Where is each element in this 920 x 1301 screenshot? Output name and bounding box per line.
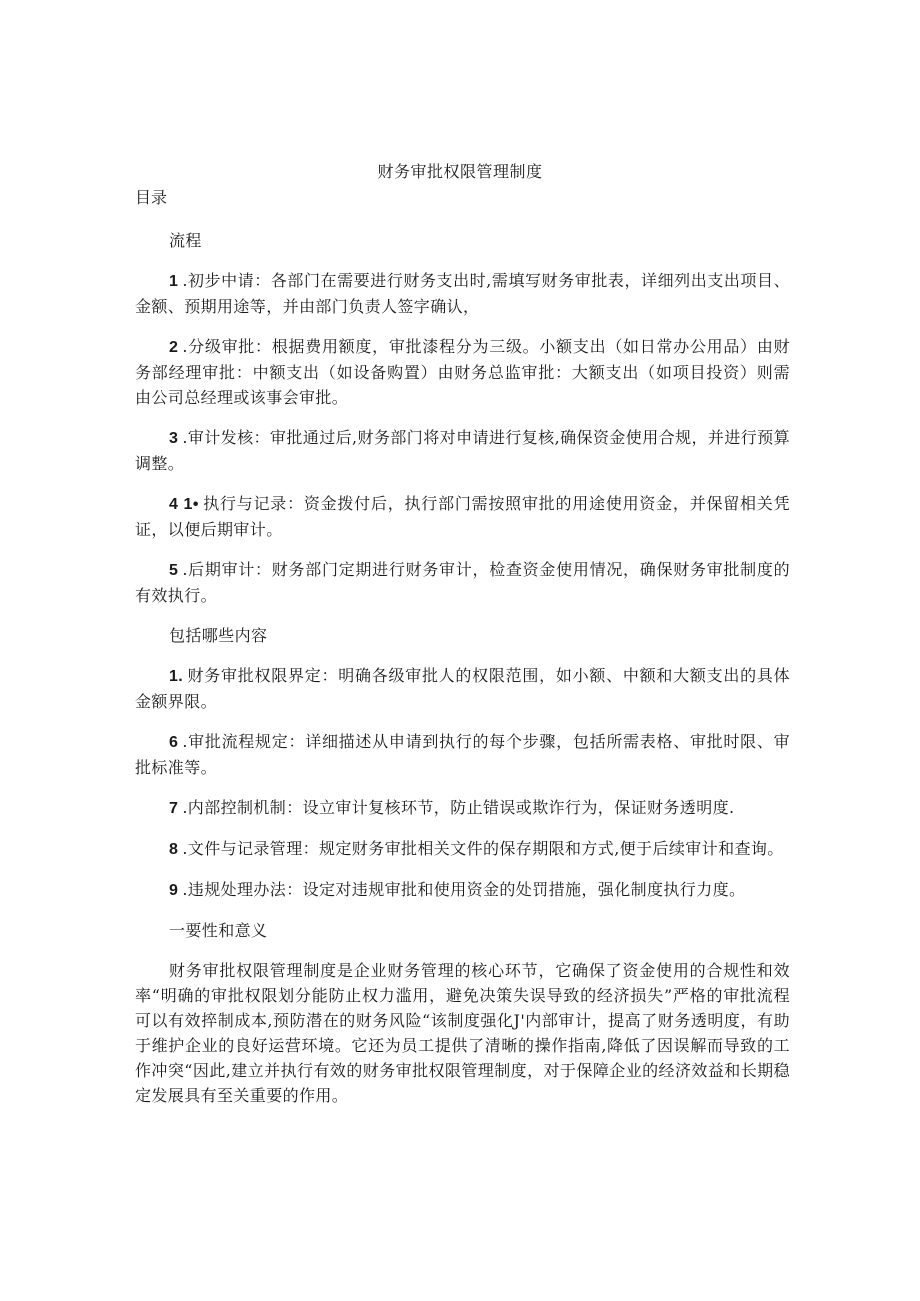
item-text: .后期审计：财务部门定期进行财务审计，检查资金使用情况，确保财务审批制度的有效执行。: [135, 560, 790, 605]
document-title: 财务审批权限管理制度: [377, 162, 543, 181]
item-text: .审批流程规定：详细描述从申请到执行的每个步骤，包括所需表格、审批时限、审批标准等。: [135, 732, 790, 777]
item-text: .内部控制机制：设立审计复核环节，防止错误或欺诈行为，保证财务透明度.: [182, 798, 735, 817]
item-number: 8: [169, 841, 179, 858]
item-number: 4 1•: [169, 496, 199, 513]
item-text: 财务审批权限界定：明确各级审批人的权限范围，如小额、中额和大额支出的具体金额界限。: [135, 666, 790, 711]
contents-item: [135, 729, 790, 780]
contents-item: [135, 663, 790, 714]
section-heading-contents: 包括哪些内容: [169, 626, 268, 645]
item-number: 2: [169, 339, 179, 356]
contents-item: [135, 836, 790, 862]
item-text: 执行与记录：资金拨付后，执行部门需按照审批的用途使用资金，并保留相关凭证，以便后期审计。: [135, 494, 790, 539]
item-number: 1: [169, 273, 179, 290]
importance-paragraph: 财务审批权限管理制度是企业财务管理的核心环节，它确保了资金使用的合规性和效率“明确的审批权限划分能防止权力滥用，避免决策失误导致的经济损失”严格的审批流程可以有效捽制成本,预防潜在的财务风险“该制度强化J'内部审计，提高了财务透明度，有助于维护企业的良好运营环境。它还为员工提供了清晰的操作指南,降低了因误解而导致的工作冲突“因此,建立并执行有效的财务审批权限管理制度，对于保障企业的经济效益和长期稳定发展具有至关重要的作用。: [135, 961, 790, 1105]
section-heading-process: 流程: [169, 231, 202, 250]
process-item: [135, 334, 790, 410]
contents-item: [135, 795, 790, 821]
process-item: [135, 425, 790, 476]
process-item: [135, 491, 790, 542]
toc-label: 目录: [135, 188, 168, 207]
process-item: [135, 557, 790, 608]
item-number: 7: [169, 800, 179, 817]
document-body: [135, 228, 790, 1108]
item-number: 6: [169, 734, 179, 751]
item-text: .初步中请：各部门在需要进行财务支出时,需填写财务审批表，详细列出支出项目、金额、预期用途等，并由部门负责人签字确认，: [135, 271, 790, 316]
item-number: 9: [169, 882, 179, 899]
item-text: .违规处理办法：设定对违规审批和使用资金的处罚措施，强化制度执行力度。: [182, 880, 746, 899]
item-text: .文件与记录管理：规定财务审批相关文件的保存期限和方式,便于后续审计和查询。: [182, 839, 784, 858]
section-heading-importance: 一要性和意义: [169, 921, 268, 940]
item-number: 1.: [169, 668, 184, 685]
item-number: 5: [169, 562, 179, 579]
item-text: .分级审批：根据费用额度，审批漆程分为三级。小额支出（如日常办公用品）由财务部经理审批：中额支出（如设备购置）由财务总监审批：大额支出（如项目投资）则需由公司总经理或该事会审批。: [135, 337, 790, 407]
item-number: 3: [169, 430, 179, 447]
process-item: [135, 268, 790, 319]
item-text: .审计发核：审批通过后,财务部门将对申请进行复核,确保资金使用合规，并进行预算调整。: [135, 428, 790, 473]
contents-item: [135, 877, 790, 903]
